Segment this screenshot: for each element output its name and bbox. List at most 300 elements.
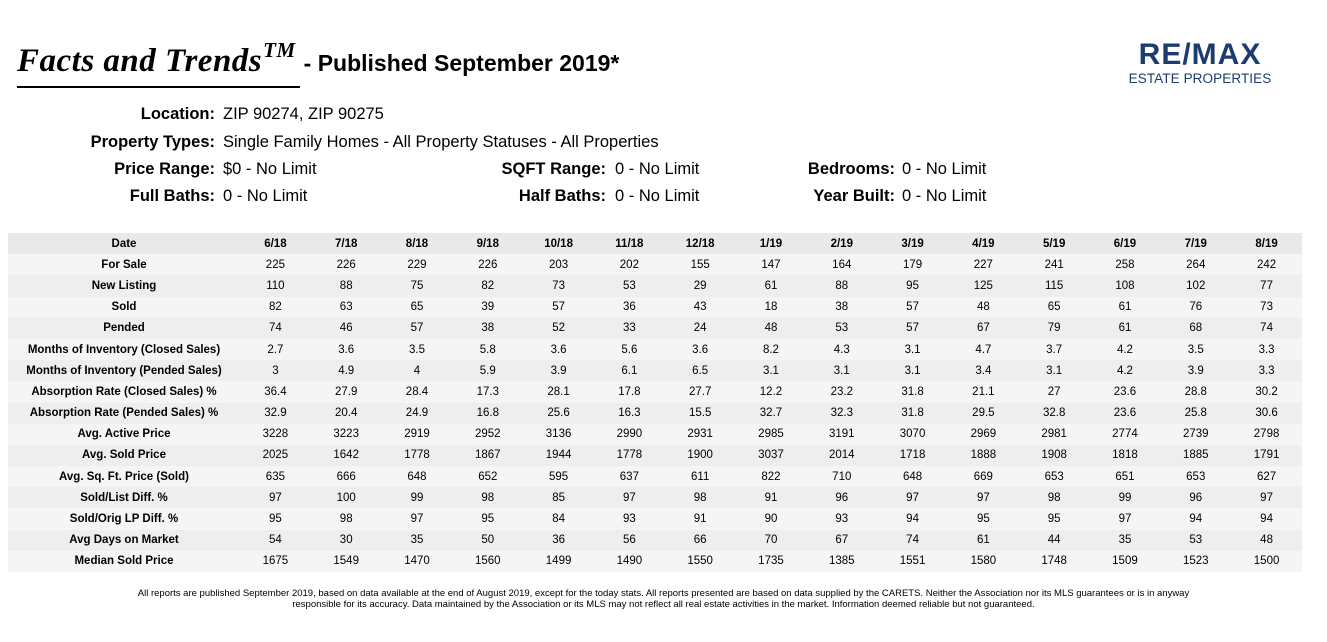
table-row	[8, 551, 1302, 572]
table-cell: 43	[693, 301, 707, 314]
table-cell: 1509	[1112, 555, 1138, 568]
table-cell: 2739	[1182, 428, 1209, 441]
table-cell: 23.6	[1113, 385, 1137, 398]
table-row	[8, 508, 1302, 529]
table-cell: 1791	[1253, 449, 1280, 462]
table-row	[8, 297, 1302, 318]
table-cell: 82	[269, 301, 282, 314]
table-cell: 1718	[899, 449, 926, 462]
table-row	[8, 530, 1302, 551]
row-label: For Sale	[101, 258, 147, 271]
table-cell: 155	[690, 258, 710, 271]
table-cell: 97	[269, 491, 282, 504]
table-cell: 1778	[404, 449, 430, 462]
bedrooms-value: 0 - No Limit	[902, 160, 987, 178]
location-label: Location:	[140, 105, 215, 123]
table-cell: 52	[552, 322, 565, 335]
table-cell: 32.9	[264, 407, 287, 420]
row-label: Avg. Sold Price	[82, 449, 166, 462]
table-cell: 3.3	[1258, 364, 1275, 377]
table-cell: 648	[407, 470, 427, 483]
table-cell: 2969	[970, 428, 997, 441]
title-script: Facts and Trends™	[17, 38, 296, 79]
table-cell: 1470	[404, 555, 430, 568]
table-cell: 666	[336, 470, 356, 483]
table-cell: 74	[269, 322, 282, 335]
table-cell: 4.3	[833, 343, 850, 356]
header-period: 6/18	[264, 237, 287, 250]
table-body	[8, 254, 1302, 572]
table-cell: 57	[906, 301, 919, 314]
logo-brand: RE/MAX	[1138, 38, 1262, 71]
table-cell: 61	[1118, 322, 1132, 335]
table-cell: 651	[1115, 470, 1135, 483]
table-cell: 3037	[758, 449, 784, 462]
table-cell: 94	[906, 513, 919, 526]
table-cell: 27	[1047, 385, 1061, 398]
table-cell: 2798	[1253, 428, 1280, 441]
table-cell: 125	[973, 279, 993, 292]
table-cell: 29	[693, 279, 707, 292]
full-baths-label: Full Baths:	[129, 187, 215, 205]
table-cell: 637	[619, 470, 639, 483]
table-cell: 27.9	[335, 385, 358, 398]
table-cell: 229	[407, 258, 427, 271]
table-cell: 44	[1047, 534, 1061, 547]
table-cell: 3.6	[692, 343, 709, 356]
table-cell: 2919	[404, 428, 430, 441]
table-cell: 3191	[828, 428, 855, 441]
table-cell: 35	[410, 534, 424, 547]
table-cell: 3.9	[550, 364, 567, 377]
table-cell: 84	[552, 513, 565, 526]
report-title	[17, 38, 619, 80]
table-cell: 36	[622, 301, 636, 314]
table-cell: 1888	[970, 449, 997, 462]
table-cell: 3.4	[975, 364, 992, 377]
table-cell: 3070	[899, 428, 926, 441]
row-label: Sold/List Diff. %	[80, 491, 168, 504]
table-cell: 1908	[1041, 449, 1067, 462]
table-cell: 4.9	[338, 364, 355, 377]
table-cell: 48	[764, 322, 778, 335]
table-cell: 32.8	[1042, 407, 1066, 420]
table-cell: 97	[410, 513, 424, 526]
price-value: $0 - No Limit	[223, 160, 317, 178]
table-cell: 202	[619, 258, 639, 271]
table-cell: 203	[548, 258, 569, 271]
table-cell: 1748	[1041, 555, 1067, 568]
table-cell: 97	[976, 491, 990, 504]
table-cell: 28.4	[405, 385, 429, 398]
trends-table	[8, 233, 1302, 572]
logo-subtitle: ESTATE PROPERTIES	[1128, 71, 1272, 86]
table-cell: 93	[622, 513, 636, 526]
table-cell: 258	[1115, 258, 1135, 271]
table-cell: 20.4	[335, 407, 358, 420]
table-cell: 57	[410, 322, 424, 335]
table-cell: 24.9	[405, 407, 429, 420]
table-cell: 1675	[262, 555, 289, 568]
table-cell: 32.3	[830, 407, 853, 420]
table-cell: 85	[552, 491, 565, 504]
table-cell: 627	[1256, 470, 1277, 483]
table-cell: 241	[1044, 258, 1064, 271]
half-baths-label: Half Baths:	[518, 187, 606, 205]
table-cell: 27.7	[688, 385, 712, 398]
table-cell: 3.6	[338, 343, 355, 356]
table-cell: 93	[835, 513, 849, 526]
table-cell: 53	[1189, 534, 1203, 547]
table-cell: 61	[764, 279, 778, 292]
sqft-label: SQFT Range:	[501, 160, 606, 178]
table-cell: 95	[481, 513, 495, 526]
row-label: Avg Days on Market	[69, 534, 179, 547]
table-cell: 16.8	[476, 407, 499, 420]
table-cell: 15.5	[688, 407, 712, 420]
table-cell: 33	[622, 322, 636, 335]
remax-logo	[1127, 40, 1273, 86]
table-cell: 1642	[333, 449, 359, 462]
full-baths-value: 0 - No Limit	[223, 187, 308, 205]
table-cell: 17.8	[618, 385, 641, 398]
header-period: 3/19	[901, 237, 924, 250]
table-cell: 99	[410, 491, 424, 504]
row-label: Months of Inventory (Closed Sales)	[27, 343, 221, 356]
sqft-value: 0 - No Limit	[615, 160, 700, 178]
table-cell: 12.2	[759, 385, 783, 398]
table-cell: 3.5	[408, 343, 425, 356]
table-row	[8, 445, 1302, 466]
header-period: 12/18	[685, 237, 715, 250]
table-cell: 4.2	[1116, 343, 1133, 356]
table-cell: 95	[976, 513, 990, 526]
table-cell: 73	[552, 279, 565, 292]
table-cell: 31.8	[901, 385, 924, 398]
table-cell: 56	[622, 534, 636, 547]
table-cell: 30.2	[1255, 385, 1278, 398]
table-cell: 98	[339, 513, 353, 526]
table-cell: 4.7	[975, 343, 992, 356]
table-cell: 67	[976, 322, 990, 335]
table-cell: 242	[1256, 258, 1277, 271]
table-cell: 3223	[333, 428, 359, 441]
header-period: 5/19	[1042, 237, 1066, 250]
table-cell: 95	[906, 279, 919, 292]
table-cell: 65	[410, 301, 424, 314]
table-cell: 611	[691, 470, 710, 483]
table-cell: 653	[1186, 470, 1206, 483]
table-cell: 63	[339, 301, 353, 314]
table-cell: 61	[976, 534, 990, 547]
table-cell: 653	[1044, 470, 1064, 483]
table-cell: 48	[1260, 534, 1273, 547]
row-label: Avg. Sq. Ft. Price (Sold)	[59, 470, 189, 483]
table-cell: 75	[410, 279, 424, 292]
table-cell: 2985	[758, 428, 784, 441]
table-cell: 5.8	[479, 343, 496, 356]
table-cell: 5.9	[479, 364, 496, 377]
table-cell: 3.1	[833, 364, 850, 377]
table-cell: 97	[906, 491, 919, 504]
table-cell: 3.1	[1046, 364, 1063, 377]
table-cell: 2952	[474, 428, 501, 441]
table-cell: 595	[548, 470, 569, 483]
table-row	[8, 487, 1302, 508]
table-cell: 2774	[1112, 428, 1138, 441]
table-row	[8, 360, 1302, 381]
table-cell: 1490	[616, 555, 643, 568]
table-row	[8, 381, 1302, 402]
table-cell: 179	[902, 258, 923, 271]
table-cell: 3.9	[1187, 364, 1204, 377]
title-underline	[17, 86, 300, 88]
trademark: TM	[263, 38, 296, 62]
table-cell: 2990	[616, 428, 643, 441]
table-cell: 6.1	[621, 364, 638, 377]
table-cell: 53	[622, 279, 636, 292]
table-cell: 3.5	[1187, 343, 1204, 356]
table-cell: 2025	[262, 449, 289, 462]
table-cell: 669	[973, 470, 993, 483]
types-value: Single Family Homes - All Property Statuses - All Properties	[223, 133, 659, 151]
table-cell: 95	[1047, 513, 1061, 526]
table-cell: 1551	[899, 555, 926, 568]
half-baths-value: 0 - No Limit	[615, 187, 700, 205]
table-cell: 61	[1118, 301, 1132, 314]
table-cell: 2.7	[267, 343, 284, 356]
row-label: Avg. Active Price	[77, 428, 171, 441]
table-cell: 3.1	[762, 364, 779, 377]
table-cell: 2931	[687, 428, 713, 441]
table-cell: 95	[269, 513, 282, 526]
table-cell: 1385	[828, 555, 855, 568]
table-cell: 1944	[545, 449, 572, 462]
table-cell: 164	[832, 258, 852, 271]
table-cell: 3.3	[1258, 343, 1275, 356]
table-cell: 1499	[545, 555, 572, 568]
row-label: Absorption Rate (Pended Sales) %	[29, 407, 219, 420]
table-cell: 1735	[758, 555, 784, 568]
table-cell: 94	[1260, 513, 1273, 526]
table-row	[8, 466, 1302, 487]
table-cell: 710	[832, 470, 852, 483]
table-cell: 635	[265, 470, 285, 483]
table-cell: 2014	[828, 449, 855, 462]
table-cell: 54	[269, 534, 282, 547]
row-label: Sold	[111, 301, 137, 314]
trends-table-container	[8, 233, 1302, 572]
table-cell: 1500	[1253, 555, 1280, 568]
table-cell: 32.7	[759, 407, 783, 420]
table-row	[8, 339, 1302, 360]
table-cell: 57	[552, 301, 565, 314]
table-cell: 68	[1189, 322, 1203, 335]
table-cell: 97	[622, 491, 636, 504]
table-cell: 97	[1260, 491, 1273, 504]
table-cell: 652	[478, 470, 498, 483]
table-cell: 1560	[474, 555, 501, 568]
table-cell: 73	[1260, 301, 1273, 314]
table-cell: 66	[693, 534, 707, 547]
table-cell: 67	[835, 534, 849, 547]
table-cell: 227	[973, 258, 993, 271]
table-cell: 822	[761, 470, 781, 483]
table-cell: 36	[552, 534, 565, 547]
table-cell: 4	[413, 364, 421, 377]
table-cell: 76	[1189, 301, 1203, 314]
table-cell: 25.6	[547, 407, 570, 420]
table-cell: 74	[1260, 322, 1273, 335]
table-row	[8, 254, 1302, 275]
table-cell: 88	[835, 279, 849, 292]
table-cell: 16.3	[618, 407, 641, 420]
table-cell: 98	[481, 491, 495, 504]
table-cell: 91	[764, 491, 778, 504]
header-period: 11/18	[615, 237, 644, 250]
table-cell: 38	[481, 322, 495, 335]
table-cell: 226	[478, 258, 498, 271]
table-cell: 102	[1186, 279, 1206, 292]
table-cell: 1550	[687, 555, 713, 568]
table-cell: 3.6	[550, 343, 567, 356]
table-cell: 50	[481, 534, 495, 547]
table-cell: 70	[764, 534, 778, 547]
disclaimer-line-1: All reports are published September 2019, based on data available at the end of August 2019, except for the today stats. All reports presented are based on data supplied by the CARETS. Neither the Association nor its MLS guarantees or is in anyway	[137, 588, 1190, 599]
table-row	[8, 275, 1302, 296]
header-period: 9/18	[476, 237, 499, 250]
table-cell: 38	[835, 301, 849, 314]
table-cell: 1778	[616, 449, 643, 462]
table-cell: 4.2	[1116, 364, 1133, 377]
table-cell: 17.3	[476, 385, 499, 398]
table-cell: 1818	[1112, 449, 1138, 462]
table-cell: 1900	[687, 449, 713, 462]
types-label: Property Types:	[90, 133, 215, 151]
table-cell: 25.8	[1184, 407, 1207, 420]
disclaimer-line-2: responsible for its accuracy. Data maintained by the Association or its MLS may not reflect all real estate activities in the market. Information deemed reliable but not guaranteed.	[292, 599, 1035, 610]
table-cell: 77	[1260, 279, 1273, 292]
disclaimer	[20, 588, 1307, 610]
table-cell: 110	[266, 279, 285, 292]
header-period: 10/18	[544, 237, 573, 250]
year-built-label: Year Built:	[813, 187, 895, 205]
table-cell: 48	[976, 301, 990, 314]
table-cell: 31.8	[901, 407, 924, 420]
table-cell: 53	[835, 322, 849, 335]
table-cell: 264	[1186, 258, 1206, 271]
table-cell: 6.5	[692, 364, 709, 377]
table-cell: 1885	[1182, 449, 1209, 462]
table-cell: 98	[693, 491, 707, 504]
table-cell: 23.2	[830, 385, 853, 398]
table-cell: 74	[906, 534, 919, 547]
table-cell: 2981	[1041, 428, 1067, 441]
table-cell: 3	[272, 364, 279, 377]
table-cell: 115	[1044, 279, 1064, 292]
table-cell: 46	[339, 322, 353, 335]
table-cell: 91	[693, 513, 707, 526]
header-period: 7/19	[1184, 237, 1207, 250]
table-header-row	[8, 233, 1302, 254]
table-cell: 39	[481, 301, 495, 314]
table-cell: 8.2	[762, 343, 779, 356]
table-cell: 23.6	[1113, 407, 1137, 420]
table-cell: 88	[339, 279, 353, 292]
row-label: Months of Inventory (Pended Sales)	[26, 364, 222, 377]
table-cell: 1580	[970, 555, 997, 568]
table-row	[8, 403, 1302, 424]
table-cell: 108	[1115, 279, 1135, 292]
table-cell: 94	[1189, 513, 1203, 526]
year-built-value: 0 - No Limit	[902, 187, 987, 205]
table-cell: 1523	[1182, 555, 1209, 568]
table-cell: 99	[1118, 491, 1132, 504]
table-cell: 1867	[474, 449, 501, 462]
table-cell: 18	[764, 301, 778, 314]
table-cell: 98	[1047, 491, 1061, 504]
header-period: 2/19	[830, 237, 853, 250]
table-cell: 30	[339, 534, 353, 547]
table-row	[8, 318, 1302, 339]
table-cell: 35	[1118, 534, 1132, 547]
header-period: 7/18	[335, 237, 358, 250]
table-cell: 79	[1047, 322, 1061, 335]
table-cell: 82	[481, 279, 495, 292]
table-cell: 3.1	[904, 364, 921, 377]
bedrooms-label: Bedrooms:	[807, 160, 895, 178]
table-cell: 100	[336, 491, 356, 504]
table-cell: 28.1	[547, 385, 570, 398]
row-label: New Listing	[91, 279, 157, 292]
location-value: ZIP 90274, ZIP 90275	[223, 105, 384, 123]
table-cell: 24	[693, 322, 707, 335]
table-cell: 30.6	[1255, 407, 1278, 420]
header-period: 1/19	[759, 237, 783, 250]
header-period: 4/19	[972, 237, 995, 250]
table-cell: 96	[835, 491, 849, 504]
table-cell: 29.5	[972, 407, 995, 420]
table-cell: 226	[336, 258, 356, 271]
header-date: Date	[111, 237, 137, 250]
row-label: Sold/Orig LP Diff. %	[69, 513, 179, 526]
table-cell: 648	[902, 470, 923, 483]
table-cell: 97	[1118, 513, 1132, 526]
row-label: Absorption Rate (Closed Sales) %	[31, 385, 217, 398]
table-cell: 3.1	[904, 343, 921, 356]
price-label: Price Range:	[114, 160, 215, 178]
row-label: Pended	[103, 322, 145, 335]
table-cell: 3.7	[1046, 343, 1063, 356]
table-cell: 28.8	[1184, 385, 1207, 398]
table-cell: 36.4	[264, 385, 287, 398]
table-cell: 3228	[262, 428, 289, 441]
table-cell: 65	[1047, 301, 1061, 314]
row-label: Median Sold Price	[74, 555, 174, 568]
table-row	[8, 424, 1302, 445]
table-cell: 147	[761, 258, 781, 271]
table-cell: 1549	[333, 555, 359, 568]
table-cell: 96	[1189, 491, 1203, 504]
table-cell: 3136	[545, 428, 572, 441]
title-published: - Published September 2019*	[303, 50, 620, 76]
table-cell: 90	[764, 513, 778, 526]
table-cell: 21.1	[972, 385, 995, 398]
table-cell: 225	[265, 258, 285, 271]
header-period: 6/19	[1113, 237, 1137, 250]
table-cell: 5.6	[621, 343, 638, 356]
table-cell: 57	[906, 322, 919, 335]
